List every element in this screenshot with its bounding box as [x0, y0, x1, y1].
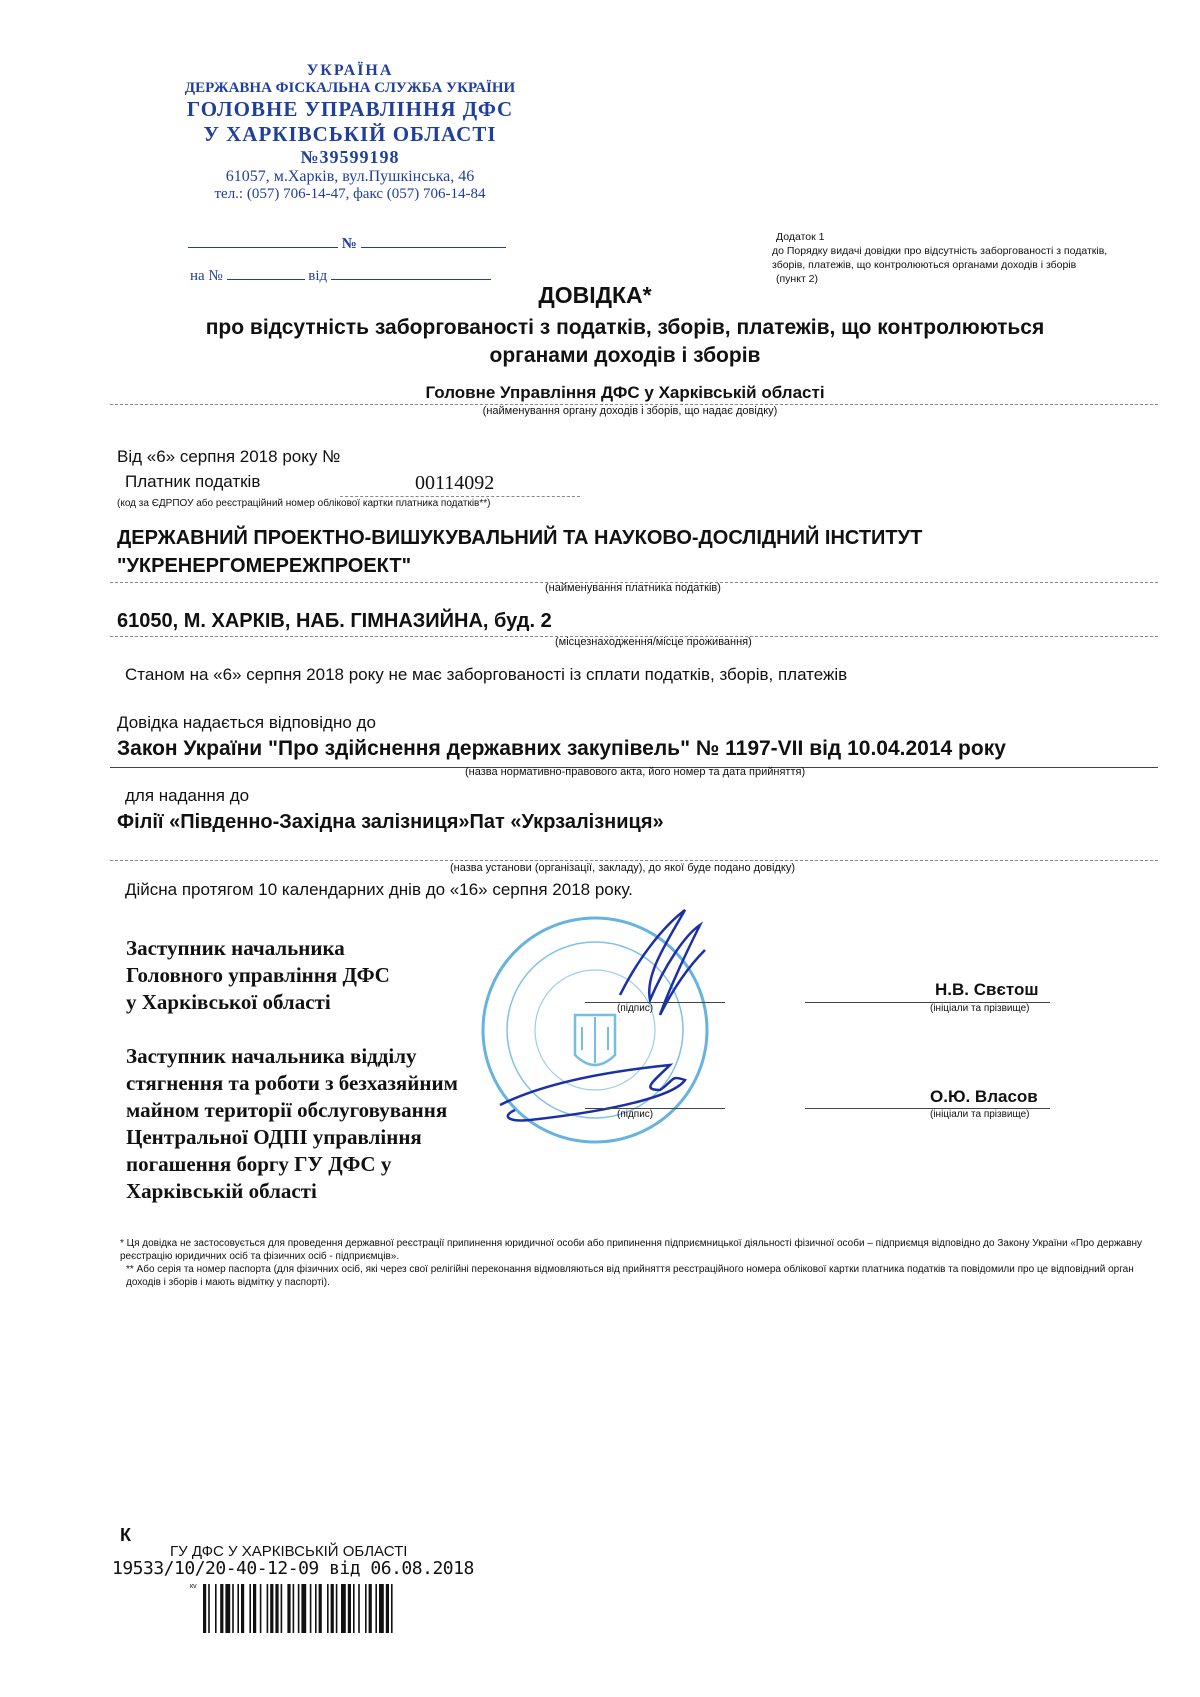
barcode-bar: [270, 1584, 273, 1633]
recipient-underline: [110, 860, 1158, 861]
barcode-bar: [327, 1584, 329, 1633]
payer-code-underline: [340, 496, 580, 497]
stamp-code: №39599198: [300, 147, 400, 167]
payer-name-line2: "УКРЕНЕРГОМЕРЕЖПРОЕКТ": [117, 555, 412, 577]
payer-name-line1: ДЕРЖАВНИЙ ПРОЕКТНО-ВИШУКУВАЛЬНИЙ ТА НАУКОВО-ДОСЛІДНИЙ ІНСТИТУТ: [117, 527, 923, 549]
barcode-bar: [386, 1584, 389, 1633]
signatory-1-title: Заступник начальника Головного управління ДФС у Харківської області: [126, 936, 390, 1014]
barcode-bar: [225, 1584, 230, 1633]
stamp-address: 61057, м.Харків, вул.Пушкінська, 46: [225, 168, 475, 185]
appendix-note: Додаток 1 до Порядку видачі довідки про відсутність заборгованості з податків, зборів, платежів, що контролюються органами доходів і зборів (пункт 2): [772, 231, 1108, 285]
barcode-bar: [315, 1584, 317, 1633]
signature-1-line: [585, 1002, 725, 1003]
office-stamp: [165, 62, 535, 203]
barcode-bar: [391, 1584, 393, 1633]
signatory-2-name: О.Ю. Власов: [930, 1087, 1038, 1106]
payer-name-caption: (найменування платника податків): [545, 582, 721, 594]
barcode-bar: [301, 1584, 306, 1633]
signatory-1-name-caption: (ініціали та прізвище): [930, 1003, 1030, 1014]
registration-mark: К: [120, 1525, 131, 1545]
barcode-bar: [358, 1584, 360, 1633]
footnote-1: * Ця довідка не застосовується для проведення державної реєстрації припинення юридичної особи або припинення підприємницької діяльності фізичної особи – підприємця відповідно до Закону України «Про державну реєстрацію юридичних осіб та фізичних осіб - підприємців».: [120, 1238, 1143, 1262]
issuer-name: Головне Управління ДФС у Харківській області: [425, 383, 825, 402]
footnotes: [120, 1237, 1165, 1289]
payer-address: 61050, М. ХАРКІВ, НАБ. ГІМНАЗИЙНА, буд. 2: [117, 610, 552, 632]
registration-office: ГУ ДФС У ХАРКІВСЬКІЙ ОБЛАСТІ: [170, 1543, 408, 1560]
basis-law: Закон України "Про здійснення державних закупівель" № 1197-VII від 10.04.2014 року: [117, 737, 1006, 760]
footnote-2: ** Або серія та номер паспорта (для фізичних осіб, які через свої релігійні переконання відмовляються від прийняття реєстраційного номера облікової картки платника податків та повідомили про це відповідний орган доходів і зборів і мають відмітку у паспорті).: [126, 1264, 1134, 1288]
payer-code: 00114092: [415, 472, 495, 494]
barcode-bar: [375, 1584, 377, 1633]
barcode-bar: [293, 1584, 295, 1633]
stamp-phones: тел.: (057) 706-14-47, факс (057) 706-14-84: [214, 186, 486, 202]
recipient-caption: (назва установи (організації, закладу), до якої буде подано довідку): [450, 862, 795, 874]
barcode-bar: [215, 1584, 217, 1633]
barcode-bar: [287, 1584, 290, 1633]
stamp-service: ДЕРЖАВНА ФІСКАЛЬНА СЛУЖБА УКРАЇНИ: [184, 80, 516, 96]
signature-2-line: [585, 1108, 725, 1109]
signatory-2-title: Заступник начальника відділу стягнення та роботи з безхазяйним майном території обслуговування Центральної ОДПІ управління погашення боргу ГУ ДФС у Харківській області: [126, 1044, 458, 1203]
barcode-bar: [203, 1584, 206, 1633]
barcode-bar: [310, 1584, 312, 1633]
payer-code-caption: (код за ЄДРПОУ або реєстраційний номер облікової картки платника податків**): [117, 498, 491, 509]
barcode-bar: [281, 1584, 283, 1633]
barcode-bar: [237, 1584, 239, 1633]
document-title: ДОВІДКА*: [538, 282, 652, 308]
certificate-date-line: Від «6» серпня 2018 року №: [117, 447, 341, 466]
recipient-name: Філії «Південно-Західна залізниця»Пат «Укрзалізниця»: [117, 811, 664, 833]
signatory-2-name-caption: (ініціали та прізвище): [930, 1109, 1030, 1120]
barcode-small-text: кv: [190, 1583, 197, 1590]
basis-law-caption: (назва нормативно-правового акта, його номер та дата прийняття): [465, 766, 806, 778]
barcode-bar: [249, 1584, 251, 1633]
barcode-bar: [369, 1584, 372, 1633]
payer-address-caption: (місцезнаходження/місце проживання): [555, 636, 752, 648]
validity-note: Дійсна протягом 10 календарних днів до «16» серпня 2018 року.: [125, 880, 633, 899]
barcode-bar: [353, 1584, 355, 1633]
barcode-bar: [267, 1584, 269, 1633]
barcode-bar: [232, 1584, 234, 1633]
barcode-bar: [220, 1584, 223, 1633]
barcode-bar: [298, 1584, 300, 1633]
stamp-reference-number: на № від: [190, 268, 518, 285]
signature-1-caption: (підпис): [617, 1003, 654, 1014]
recipient-label: для надання до: [125, 786, 250, 805]
barcode-bar: [336, 1584, 338, 1633]
barcode-bar: [260, 1584, 262, 1633]
stamp-outgoing-number: №: [188, 236, 516, 253]
barcode-bar: [365, 1584, 367, 1633]
barcode-bar: [379, 1584, 384, 1633]
registration-number: 19533/10/20-40-12-09 від 06.08.2018: [112, 1558, 474, 1579]
document-subtitle-line1: про відсутність заборгованості з податків, зборів, платежів, що контролюються: [205, 316, 1045, 339]
barcode-bar: [208, 1584, 210, 1633]
barcode-bar: [331, 1584, 334, 1633]
barcode-bar: [319, 1584, 322, 1633]
debt-status: Станом на «6» серпня 2018 року не має заборгованості із сплати податків, зборів, платежів: [125, 665, 848, 684]
document-subtitle-line2: органами доходів і зборів: [489, 344, 761, 367]
signatory-1-name: Н.В. Свєтош: [935, 980, 1039, 999]
signature-2-caption: (підпис): [617, 1109, 654, 1120]
barcode-bar: [341, 1584, 346, 1633]
stamp-office-line1: ГОЛОВНЕ УПРАВЛІННЯ ДФС: [186, 97, 514, 121]
barcode-bar: [253, 1584, 256, 1633]
stamp-office-line2: У ХАРКІВСЬКІЙ ОБЛАСТІ: [203, 122, 497, 146]
issuer-caption: (найменування органу доходів і зборів, що надає довідку): [482, 405, 778, 417]
stamp-country: УКРАЇНА: [306, 62, 394, 79]
barcode-bar: [241, 1584, 244, 1633]
barcode-bar: [275, 1584, 278, 1633]
barcode-bar: [348, 1584, 351, 1633]
barcode: [203, 1584, 465, 1633]
basis-label: Довідка надається відповідно до: [117, 713, 376, 732]
payer-label: Платник податків: [125, 472, 261, 491]
